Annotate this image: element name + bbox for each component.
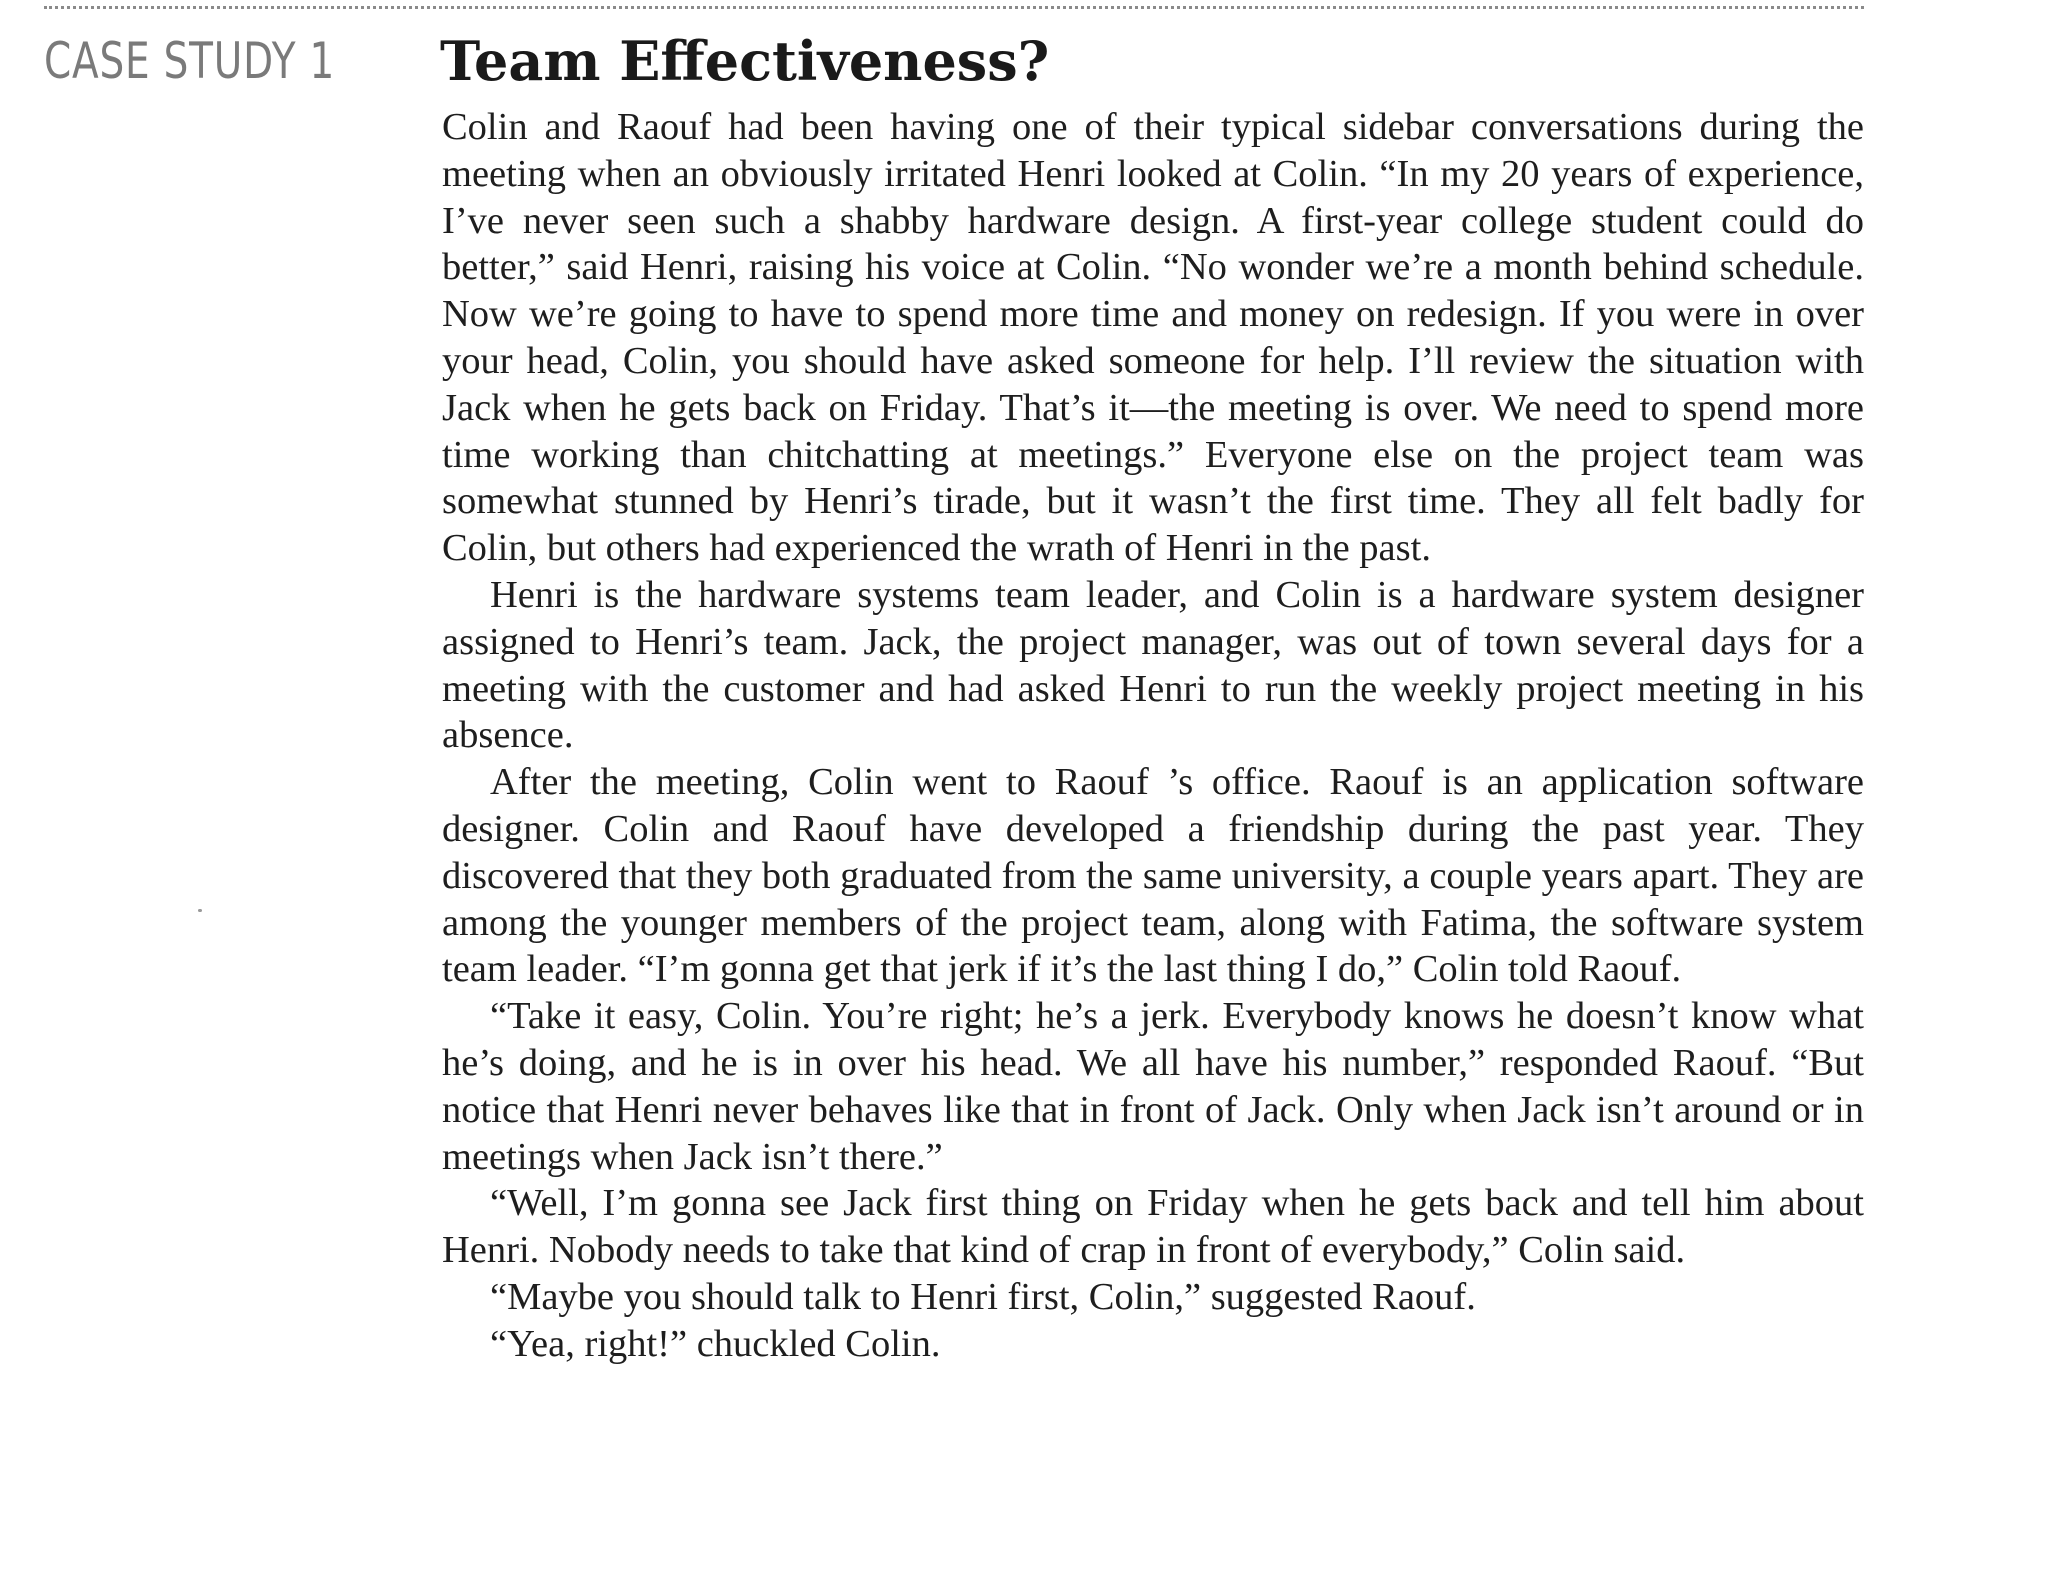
paragraph-1: Colin and Raouf had been having one of their typical sidebar conversations during the meeting when an obviously irritated Henri looked at Colin. “In my 20 years of experience, I’ve never seen such a shabby hardware design. A first-year college student could do better,” said Henri, raising his voice at Colin. “No wonder we’re a month behind schedule. Now we’re going to have to spend more time and money on redesign. If you were in over your head, Colin, you should have asked someone for help. I’ll review the situation with Jack when he gets back on Friday. That’s it—the meeting is over. We need to spend more time working than chitchatting at meetings.” Everyone else on the project team was somewhat stunned by Henri’s tirade, but it wasn’t the first time. They all felt badly for Colin, but others had experienced the wrath of Henri in the past. bbox=[442, 106, 1864, 570]
top-dotted-rule bbox=[44, 6, 1864, 9]
paragraph-6: “Maybe you should talk to Henri first, Colin,” suggested Raouf. bbox=[490, 1275, 1476, 1318]
paragraph-2: Henri is the hardware systems team leader, and Colin is a hardware system designer assigned to Henri’s team. Jack, the project manager, was out of town several days for a meeting with the customer and had asked Henri to run the weekly project meeting in his absence. bbox=[442, 573, 1864, 757]
case-study-title: Team Effectiveness? bbox=[440, 29, 1050, 93]
paragraph-7: “Yea, right!” chuckled Colin. bbox=[490, 1322, 941, 1365]
paragraph-3: After the meeting, Colin went to Raouf ’s office. Raouf is an application software designer. Colin and Raouf have developed a friendship during the past year. They discovered that they both graduated from the same university, a couple years apart. They are among the younger members of the project team, along with Fatima, the software system team leader. “I’m gonna get that jerk if it’s the last thing I do,” Colin told Raouf. bbox=[442, 761, 1864, 991]
paragraph-4: “Take it easy, Colin. You’re right; he’s a jerk. Everybody knows he doesn’t know what he’s doing, and he is in over his head. We all have his number,” responded Raouf. “But notice that Henri never behaves like that in front of Jack. Only when Jack isn’t around or in meetings when Jack isn’t there.” bbox=[442, 995, 1864, 1178]
paragraph-5: “Well, I’m gonna see Jack first thing on Friday when he gets back and tell him about Henri. Nobody needs to take that kind of crap in front of everybody,” Colin said. bbox=[442, 1182, 1864, 1272]
case-study-body bbox=[442, 104, 1864, 1368]
scan-speck bbox=[198, 909, 202, 912]
case-study-label: CASE STUDY 1 bbox=[44, 32, 336, 90]
